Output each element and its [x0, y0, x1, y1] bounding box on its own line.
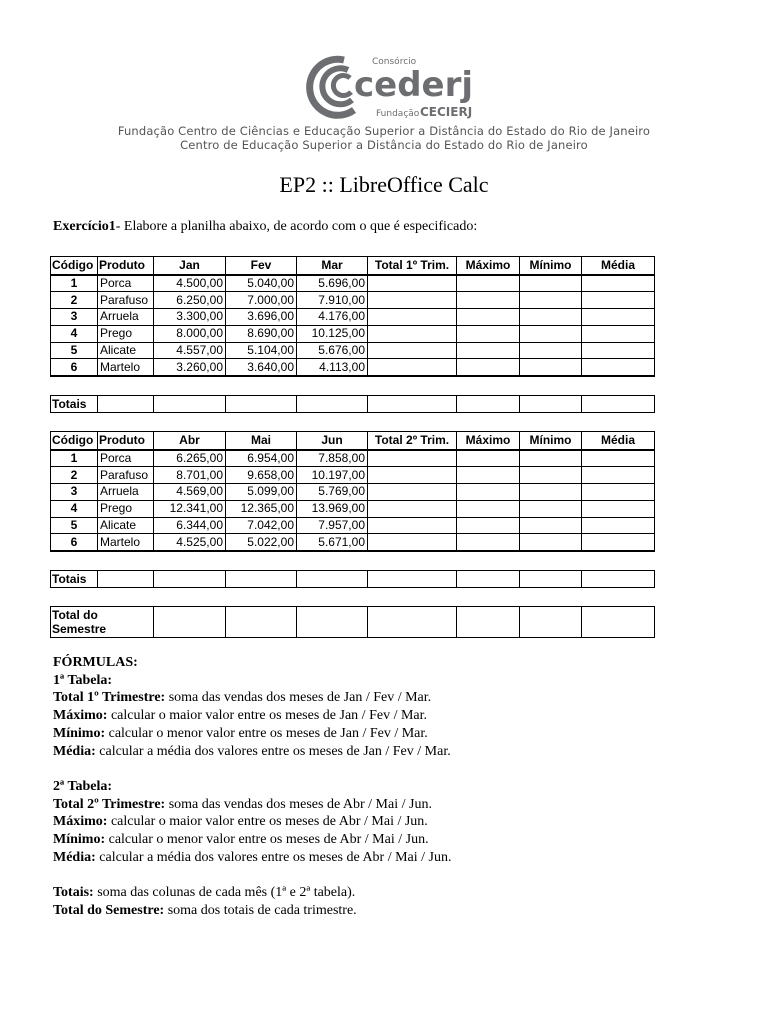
empty-cell	[582, 607, 655, 638]
header-cell: Jun	[297, 432, 368, 450]
value-cell: 5.696,00	[297, 275, 368, 292]
empty-cell	[582, 359, 655, 376]
table-row	[51, 275, 655, 292]
empty-cell	[457, 309, 520, 326]
code-cell: 3	[51, 484, 98, 501]
table-row	[51, 359, 655, 376]
value-cell: 6.344,00	[154, 517, 226, 534]
header-cell: Fev	[226, 257, 297, 275]
value-cell: 5.671,00	[297, 534, 368, 551]
empty-cell	[520, 571, 582, 588]
header-cell: Mínimo	[520, 257, 582, 275]
table-row	[51, 517, 655, 534]
empty-cell	[520, 325, 582, 342]
formula-text: calcular o menor valor entre os meses de Abr / Mai / Jun.	[105, 832, 429, 848]
value-cell: 3.696,00	[226, 309, 297, 326]
formula-label: Total do Semestre:	[53, 902, 165, 918]
formula-text: calcular a média dos valores entre os meses de Jan / Fev / Mar.	[95, 743, 451, 759]
header-cell: Código	[51, 257, 98, 275]
empty-cell	[582, 342, 655, 359]
table-row	[51, 607, 655, 638]
formula-line	[53, 707, 452, 725]
product-cell: Alicate	[98, 342, 154, 359]
empty-cell	[582, 292, 655, 309]
code-cell: 2	[51, 292, 98, 309]
formula-line	[53, 796, 452, 814]
value-cell: 4.525,00	[154, 534, 226, 551]
value-cell: 4.500,00	[154, 275, 226, 292]
empty-cell	[154, 396, 226, 413]
empty-cell	[582, 396, 655, 413]
empty-cell	[520, 517, 582, 534]
empty-cell	[457, 342, 520, 359]
table-row	[51, 309, 655, 326]
value-cell: 6.265,00	[154, 450, 226, 467]
exercise-intro	[53, 219, 477, 235]
empty-cell	[582, 484, 655, 501]
formula-text: soma das colunas de cada mês (1ª e 2ª tabela).	[93, 885, 356, 901]
code-cell: 2	[51, 467, 98, 484]
table-row	[51, 396, 655, 413]
empty-cell	[582, 325, 655, 342]
totals-row-q1	[50, 395, 655, 413]
empty-cell	[582, 275, 655, 292]
product-cell: Alicate	[98, 517, 154, 534]
empty-cell	[457, 517, 520, 534]
table-row	[51, 500, 655, 517]
semester-label-line2: Semestre	[52, 622, 107, 636]
semester-label	[51, 607, 154, 638]
formula-line	[53, 813, 452, 831]
table-row	[51, 292, 655, 309]
semester-total-row	[50, 606, 655, 638]
empty-cell	[297, 571, 368, 588]
value-cell: 12.341,00	[154, 500, 226, 517]
empty-cell	[368, 484, 457, 501]
header-cell: Total 2º Trim.	[368, 432, 457, 450]
value-cell: 4.113,00	[297, 359, 368, 376]
empty-cell	[520, 534, 582, 551]
formula-text: calcular a média dos valores entre os meses de Abr / Mai / Jun.	[95, 849, 452, 865]
code-cell: 6	[51, 359, 98, 376]
empty-cell	[154, 571, 226, 588]
empty-cell	[520, 607, 582, 638]
empty-cell	[368, 450, 457, 467]
formula-label: Máximo:	[53, 708, 108, 724]
formula-label: Totais:	[53, 885, 94, 901]
empty-cell	[582, 309, 655, 326]
value-cell: 5.040,00	[226, 275, 297, 292]
empty-cell	[457, 396, 520, 413]
table-row	[51, 325, 655, 342]
empty-cell	[457, 275, 520, 292]
formula-text: soma das vendas dos meses de Jan / Fev / Mar.	[165, 690, 432, 706]
page-title: EP2 :: LibreOffice Calc	[279, 172, 489, 197]
code-cell: 6	[51, 534, 98, 551]
empty-cell	[368, 500, 457, 517]
header-cell: Mínimo	[520, 432, 582, 450]
table-row	[51, 571, 655, 588]
value-cell: 6.250,00	[154, 292, 226, 309]
formula-label: Máximo:	[53, 814, 108, 830]
empty-cell	[98, 396, 154, 413]
empty-cell	[297, 396, 368, 413]
value-cell: 4.569,00	[154, 484, 226, 501]
empty-cell	[368, 292, 457, 309]
logo-cecierj: CECIERJ	[420, 105, 473, 119]
value-cell: 9.658,00	[226, 467, 297, 484]
code-cell: 4	[51, 325, 98, 342]
cederj-logo	[296, 52, 486, 122]
logo-cederj: cederj	[354, 65, 474, 105]
code-cell: 1	[51, 450, 98, 467]
table1-heading: 1ª Tabela:	[53, 672, 113, 688]
empty-cell	[98, 571, 154, 588]
empty-cell	[582, 571, 655, 588]
header-cell: Jan	[154, 257, 226, 275]
value-cell: 8.690,00	[226, 325, 297, 342]
product-cell: Arruela	[98, 309, 154, 326]
empty-cell	[520, 275, 582, 292]
value-cell: 5.676,00	[297, 342, 368, 359]
product-cell: Arruela	[98, 484, 154, 501]
value-cell: 7.910,00	[297, 292, 368, 309]
product-cell: Martelo	[98, 359, 154, 376]
code-cell: 5	[51, 517, 98, 534]
value-cell: 3.640,00	[226, 359, 297, 376]
empty-cell	[520, 484, 582, 501]
empty-cell	[457, 325, 520, 342]
formula-label: Mínimo:	[53, 725, 106, 741]
sales-table-q2	[50, 431, 655, 552]
empty-cell	[368, 396, 457, 413]
empty-cell	[457, 607, 520, 638]
value-cell: 3.260,00	[154, 359, 226, 376]
code-cell: 5	[51, 342, 98, 359]
product-cell: Parafuso	[98, 292, 154, 309]
value-cell: 3.300,00	[154, 309, 226, 326]
institution-line-2: Centro de Educação Superior a Distância do Estado do Rio de Janeiro	[180, 138, 588, 152]
header-cell: Produto	[98, 432, 154, 450]
institution-line-1: Fundação Centro de Ciências e Educação Superior a Distância do Estado do Rio de Janeiro	[117, 124, 651, 138]
empty-cell	[457, 500, 520, 517]
empty-cell	[368, 534, 457, 551]
empty-cell	[368, 275, 457, 292]
totals-label: Totais	[51, 396, 98, 413]
empty-cell	[582, 517, 655, 534]
value-cell: 10.125,00	[297, 325, 368, 342]
empty-cell	[368, 309, 457, 326]
header-cell: Código	[51, 432, 98, 450]
empty-cell	[226, 571, 297, 588]
value-cell: 8.000,00	[154, 325, 226, 342]
code-cell: 3	[51, 309, 98, 326]
empty-cell	[582, 534, 655, 551]
formula-text: calcular o maior valor entre os meses de Abr / Mai / Jun.	[107, 814, 428, 830]
empty-cell	[457, 571, 520, 588]
header-cell: Mar	[297, 257, 368, 275]
exercise-text: - Elabore a planilha abaixo, de acordo com o que é especificado:	[115, 219, 478, 234]
empty-cell	[226, 396, 297, 413]
formulas-section	[53, 654, 452, 920]
empty-cell	[368, 517, 457, 534]
empty-cell	[368, 467, 457, 484]
value-cell: 4.176,00	[297, 309, 368, 326]
value-cell: 10.197,00	[297, 467, 368, 484]
code-cell: 1	[51, 275, 98, 292]
empty-cell	[457, 359, 520, 376]
formula-label: Total 2º Trimestre:	[53, 796, 166, 812]
formulas-heading: FÓRMULAS:	[53, 655, 138, 670]
table-row	[51, 467, 655, 484]
empty-cell	[297, 607, 368, 638]
value-cell: 7.957,00	[297, 517, 368, 534]
empty-cell	[520, 450, 582, 467]
value-cell: 8.701,00	[154, 467, 226, 484]
totals-label: Totais	[51, 571, 98, 588]
empty-cell	[582, 467, 655, 484]
value-cell: 5.104,00	[226, 342, 297, 359]
empty-cell	[368, 607, 457, 638]
formula-line	[53, 725, 452, 743]
code-cell: 4	[51, 500, 98, 517]
empty-cell	[520, 396, 582, 413]
empty-cell	[154, 607, 226, 638]
table-row	[51, 484, 655, 501]
formula-text: calcular o maior valor entre os meses de Jan / Fev / Mar.	[107, 708, 428, 724]
product-cell: Porca	[98, 450, 154, 467]
table-header-row	[51, 257, 655, 275]
formula-label: Total 1º Trimestre:	[53, 690, 166, 706]
value-cell: 6.954,00	[226, 450, 297, 467]
formula-line	[53, 831, 452, 849]
empty-cell	[520, 292, 582, 309]
empty-cell	[226, 607, 297, 638]
product-cell: Prego	[98, 500, 154, 517]
header-cell: Abr	[154, 432, 226, 450]
product-cell: Porca	[98, 275, 154, 292]
empty-cell	[520, 500, 582, 517]
header-cell: Máximo	[457, 257, 520, 275]
empty-cell	[457, 467, 520, 484]
header-cell: Máximo	[457, 432, 520, 450]
formula-text: soma das vendas dos meses de Abr / Mai / Jun.	[165, 796, 432, 812]
empty-cell	[520, 309, 582, 326]
empty-cell	[457, 292, 520, 309]
formula-label: Média:	[53, 743, 96, 759]
empty-cell	[368, 342, 457, 359]
empty-cell	[520, 467, 582, 484]
value-cell: 5.769,00	[297, 484, 368, 501]
table-header-row	[51, 432, 655, 450]
product-cell: Martelo	[98, 534, 154, 551]
value-cell: 7.042,00	[226, 517, 297, 534]
formula-line	[53, 902, 452, 920]
empty-cell	[457, 484, 520, 501]
empty-cell	[368, 571, 457, 588]
header-cell: Total 1º Trim.	[368, 257, 457, 275]
formula-line	[53, 689, 452, 707]
value-cell: 12.365,00	[226, 500, 297, 517]
header-cell: Média	[582, 257, 655, 275]
header-cell: Produto	[98, 257, 154, 275]
empty-cell	[520, 342, 582, 359]
formula-text: soma dos totais de cada trimestre.	[164, 902, 357, 918]
product-cell: Parafuso	[98, 467, 154, 484]
header-cell: Média	[582, 432, 655, 450]
value-cell: 5.022,00	[226, 534, 297, 551]
table-row	[51, 534, 655, 551]
semester-label-line1: Total do	[52, 608, 98, 622]
value-cell: 5.099,00	[226, 484, 297, 501]
formula-line	[53, 849, 452, 867]
value-cell: 7.000,00	[226, 292, 297, 309]
sales-table-q1	[50, 256, 655, 377]
empty-cell	[368, 325, 457, 342]
formula-line	[53, 884, 452, 902]
product-cell: Prego	[98, 325, 154, 342]
value-cell: 4.557,00	[154, 342, 226, 359]
formula-label: Mínimo:	[53, 832, 106, 848]
totals-row-q2	[50, 570, 655, 588]
formula-line	[53, 743, 452, 761]
header-cell: Mai	[226, 432, 297, 450]
table-row	[51, 342, 655, 359]
cederj-swirl-logo-icon	[296, 52, 486, 122]
value-cell: 13.969,00	[297, 500, 368, 517]
table-row	[51, 450, 655, 467]
empty-cell	[457, 534, 520, 551]
exercise-label: Exercício1	[53, 219, 116, 234]
table2-heading: 2ª Tabela:	[53, 778, 113, 794]
empty-cell	[582, 450, 655, 467]
empty-cell	[520, 359, 582, 376]
formula-label: Média:	[53, 849, 96, 865]
empty-cell	[582, 500, 655, 517]
logo-consorcio: Consórcio	[372, 57, 417, 67]
value-cell: 7.858,00	[297, 450, 368, 467]
empty-cell	[457, 450, 520, 467]
logo-fundacao: Fundação	[376, 109, 420, 119]
empty-cell	[368, 359, 457, 376]
formula-text: calcular o menor valor entre os meses de Jan / Fev / Mar.	[105, 725, 428, 741]
